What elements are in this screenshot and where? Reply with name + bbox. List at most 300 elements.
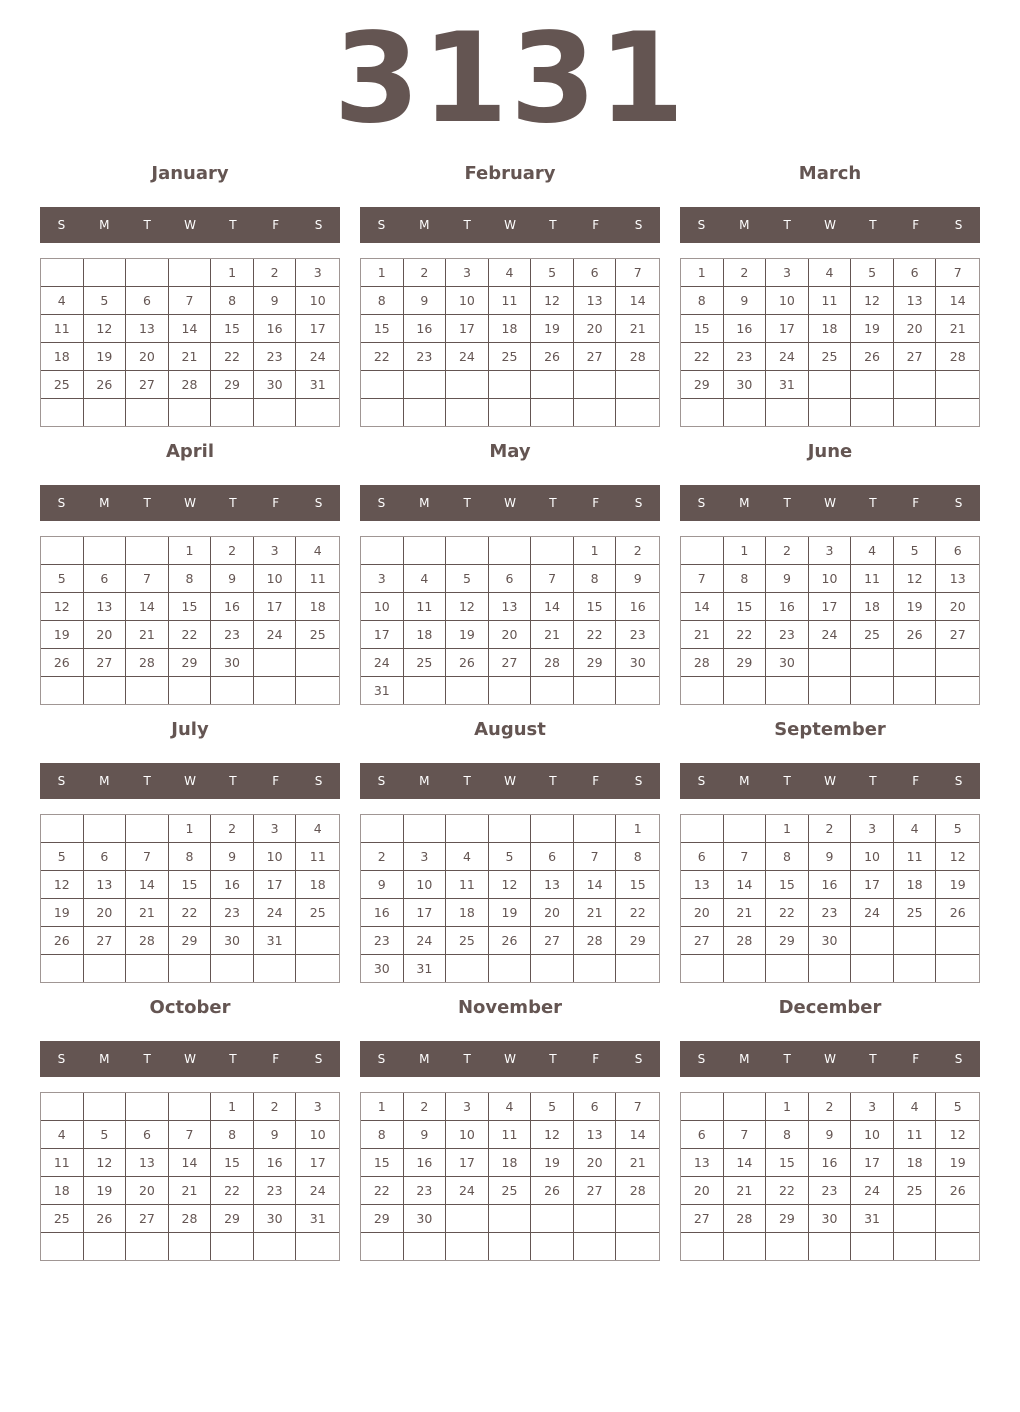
weekday-label: M	[739, 496, 750, 510]
day-grid	[360, 814, 660, 983]
day-cell: 23	[254, 343, 297, 371]
day-cell: 14	[169, 1149, 212, 1177]
day-cell: 22	[724, 621, 767, 649]
day-cell: 26	[851, 343, 894, 371]
day-cell: 7	[531, 565, 574, 593]
day-cell	[616, 955, 659, 982]
day-cell	[489, 1233, 532, 1260]
day-cell: 5	[41, 565, 84, 593]
day-cell	[936, 955, 979, 982]
day-cell	[574, 955, 617, 982]
day-cell: 4	[41, 287, 84, 315]
day-cell: 4	[296, 815, 339, 843]
day-grid	[40, 536, 340, 705]
day-cell: 18	[489, 1149, 532, 1177]
day-cell: 24	[446, 1177, 489, 1205]
weekday-label: F	[592, 218, 600, 232]
day-cell	[489, 677, 532, 704]
day-cell	[851, 649, 894, 677]
day-cell: 16	[254, 315, 297, 343]
day-cell: 27	[681, 927, 724, 955]
day-cell: 24	[851, 1177, 894, 1205]
weekday-label: T	[143, 774, 151, 788]
day-cell: 18	[894, 871, 937, 899]
day-cell: 19	[446, 621, 489, 649]
day-cell	[41, 259, 84, 287]
day-cell: 31	[296, 1205, 339, 1233]
day-cell: 8	[361, 287, 404, 315]
day-cell: 13	[126, 1149, 169, 1177]
weekday-label: S	[314, 496, 323, 510]
day-cell: 27	[84, 649, 127, 677]
weekday-label: F	[272, 1052, 280, 1066]
weekday-label: S	[314, 1052, 323, 1066]
day-cell: 17	[766, 315, 809, 343]
day-cell: 25	[809, 343, 852, 371]
day-cell: 29	[211, 371, 254, 399]
weekday-label: M	[419, 1052, 430, 1066]
weekday-header-bar	[40, 1041, 340, 1077]
day-cell	[809, 1233, 852, 1260]
day-grid	[680, 1092, 980, 1261]
day-cell: 15	[169, 593, 212, 621]
day-cell	[84, 677, 127, 704]
day-cell: 28	[169, 1205, 212, 1233]
weekday-label: T	[549, 1052, 557, 1066]
day-cell: 17	[361, 621, 404, 649]
month-name: December	[778, 997, 882, 1018]
day-cell: 17	[254, 593, 297, 621]
weekday-label: S	[314, 774, 323, 788]
day-cell: 2	[616, 537, 659, 565]
day-cell: 22	[766, 1177, 809, 1205]
day-cell: 7	[936, 259, 979, 287]
weekday-header-bar	[360, 1041, 660, 1077]
day-cell	[724, 1093, 767, 1121]
day-cell: 20	[681, 1177, 724, 1205]
day-cell: 5	[84, 1121, 127, 1149]
day-cell: 10	[254, 565, 297, 593]
weekday-header-bar	[40, 485, 340, 521]
day-cell: 16	[211, 593, 254, 621]
day-cell: 7	[126, 843, 169, 871]
day-cell: 28	[936, 343, 979, 371]
day-cell	[41, 1233, 84, 1260]
day-cell: 14	[126, 871, 169, 899]
day-cell: 17	[851, 871, 894, 899]
day-cell: 28	[616, 1177, 659, 1205]
day-cell: 22	[681, 343, 724, 371]
day-cell	[681, 1093, 724, 1121]
day-cell: 29	[211, 1205, 254, 1233]
day-cell: 15	[766, 1149, 809, 1177]
day-cell: 10	[254, 843, 297, 871]
weekday-label: S	[954, 774, 963, 788]
day-cell: 8	[766, 1121, 809, 1149]
day-cell: 1	[681, 259, 724, 287]
weekday-label: T	[869, 496, 877, 510]
weekday-label: W	[824, 1052, 836, 1066]
day-cell: 20	[84, 621, 127, 649]
day-cell: 28	[126, 649, 169, 677]
day-cell: 16	[404, 1149, 447, 1177]
day-cell	[681, 815, 724, 843]
day-cell: 5	[894, 537, 937, 565]
day-cell	[361, 399, 404, 426]
day-cell: 30	[766, 649, 809, 677]
day-cell	[211, 1233, 254, 1260]
day-cell: 27	[84, 927, 127, 955]
day-cell: 25	[296, 899, 339, 927]
day-cell: 19	[41, 621, 84, 649]
day-cell	[936, 1205, 979, 1233]
weekday-label: S	[377, 218, 386, 232]
day-cell: 8	[574, 565, 617, 593]
day-cell	[809, 649, 852, 677]
day-cell: 15	[574, 593, 617, 621]
day-cell: 13	[574, 287, 617, 315]
day-cell: 18	[446, 899, 489, 927]
weekday-label: S	[697, 1052, 706, 1066]
day-cell	[616, 1233, 659, 1260]
day-cell: 26	[84, 371, 127, 399]
day-cell: 13	[84, 871, 127, 899]
day-cell: 5	[84, 287, 127, 315]
day-cell: 19	[936, 871, 979, 899]
day-grid	[40, 814, 340, 983]
day-cell: 11	[489, 287, 532, 315]
day-cell	[531, 537, 574, 565]
weekday-label: W	[824, 496, 836, 510]
day-cell: 20	[574, 315, 617, 343]
day-cell: 24	[766, 343, 809, 371]
day-cell: 1	[724, 537, 767, 565]
day-cell: 25	[894, 1177, 937, 1205]
day-cell: 30	[361, 955, 404, 982]
day-cell	[296, 955, 339, 982]
day-cell: 13	[894, 287, 937, 315]
day-cell: 29	[681, 371, 724, 399]
day-cell	[531, 677, 574, 704]
day-cell: 3	[404, 843, 447, 871]
day-cell	[681, 1233, 724, 1260]
weekday-label: W	[184, 774, 196, 788]
day-cell: 28	[126, 927, 169, 955]
weekday-label: M	[99, 218, 110, 232]
day-cell: 22	[211, 343, 254, 371]
day-cell: 20	[681, 899, 724, 927]
day-cell: 15	[361, 315, 404, 343]
day-cell: 10	[446, 287, 489, 315]
day-cell: 11	[41, 315, 84, 343]
day-cell	[126, 955, 169, 982]
day-cell: 19	[489, 899, 532, 927]
day-cell: 9	[766, 565, 809, 593]
weekday-label: S	[57, 496, 66, 510]
day-cell: 5	[41, 843, 84, 871]
day-cell	[766, 399, 809, 426]
day-cell	[446, 1233, 489, 1260]
day-cell: 3	[766, 259, 809, 287]
day-cell	[361, 1233, 404, 1260]
month-name: May	[489, 441, 531, 462]
day-cell: 22	[361, 1177, 404, 1205]
weekday-label: F	[272, 774, 280, 788]
day-cell: 23	[361, 927, 404, 955]
day-cell: 26	[936, 899, 979, 927]
day-cell	[724, 815, 767, 843]
weekday-label: F	[272, 218, 280, 232]
weekday-label: F	[272, 496, 280, 510]
weekday-header-bar	[360, 207, 660, 243]
day-cell: 2	[254, 259, 297, 287]
day-cell: 2	[809, 1093, 852, 1121]
day-cell	[531, 1233, 574, 1260]
day-cell	[681, 399, 724, 426]
day-cell: 15	[681, 315, 724, 343]
day-cell: 10	[296, 1121, 339, 1149]
day-cell: 12	[489, 871, 532, 899]
day-cell: 30	[809, 927, 852, 955]
day-cell	[766, 1233, 809, 1260]
day-cell: 24	[809, 621, 852, 649]
day-cell	[254, 955, 297, 982]
weekday-header-bar	[40, 763, 340, 799]
month-name: March	[798, 163, 862, 184]
weekday-header-bar	[680, 763, 980, 799]
month-name: January	[151, 163, 229, 184]
day-cell: 31	[851, 1205, 894, 1233]
day-cell: 28	[169, 371, 212, 399]
day-cell: 12	[41, 871, 84, 899]
day-cell: 4	[404, 565, 447, 593]
day-cell: 5	[531, 1093, 574, 1121]
weekday-header-bar	[680, 207, 980, 243]
day-cell: 1	[361, 259, 404, 287]
weekday-label: T	[463, 218, 471, 232]
day-cell: 4	[894, 815, 937, 843]
day-cell: 31	[404, 955, 447, 982]
day-cell	[126, 677, 169, 704]
day-cell	[126, 399, 169, 426]
day-cell	[296, 677, 339, 704]
weekday-header-bar	[680, 485, 980, 521]
day-cell: 31	[254, 927, 297, 955]
day-cell: 9	[616, 565, 659, 593]
month-name: June	[807, 441, 853, 462]
day-cell: 21	[681, 621, 724, 649]
day-cell	[169, 1093, 212, 1121]
day-cell	[894, 1233, 937, 1260]
weekday-label: S	[314, 218, 323, 232]
day-cell: 20	[489, 621, 532, 649]
day-cell	[446, 815, 489, 843]
weekday-label: M	[99, 496, 110, 510]
weekday-label: W	[184, 1052, 196, 1066]
day-cell: 4	[489, 1093, 532, 1121]
weekday-header-bar	[360, 763, 660, 799]
day-cell: 24	[254, 621, 297, 649]
day-cell	[936, 399, 979, 426]
day-cell: 13	[574, 1121, 617, 1149]
day-cell: 11	[894, 843, 937, 871]
day-cell: 6	[574, 1093, 617, 1121]
day-cell	[531, 371, 574, 399]
weekday-label: M	[419, 496, 430, 510]
weekday-label: T	[463, 1052, 471, 1066]
day-cell: 26	[489, 927, 532, 955]
day-cell: 22	[211, 1177, 254, 1205]
day-cell: 10	[851, 1121, 894, 1149]
day-cell	[254, 649, 297, 677]
weekday-label: F	[912, 496, 920, 510]
day-cell: 24	[254, 899, 297, 927]
day-cell: 2	[361, 843, 404, 871]
day-cell	[851, 1233, 894, 1260]
day-cell: 6	[681, 843, 724, 871]
day-cell	[126, 1093, 169, 1121]
day-cell: 18	[404, 621, 447, 649]
day-cell: 20	[126, 1177, 169, 1205]
weekday-label: T	[549, 496, 557, 510]
day-cell: 24	[446, 343, 489, 371]
day-cell: 11	[296, 565, 339, 593]
day-cell	[766, 955, 809, 982]
weekday-label: T	[869, 1052, 877, 1066]
day-cell	[936, 371, 979, 399]
weekday-label: T	[229, 218, 237, 232]
day-cell: 22	[361, 343, 404, 371]
month-name: February	[464, 163, 556, 184]
day-cell: 31	[361, 677, 404, 704]
weekday-label: S	[697, 774, 706, 788]
day-cell: 23	[766, 621, 809, 649]
weekday-label: T	[463, 496, 471, 510]
day-cell: 2	[766, 537, 809, 565]
weekday-label: S	[954, 1052, 963, 1066]
day-cell: 26	[446, 649, 489, 677]
day-cell: 25	[446, 927, 489, 955]
month-name: August	[474, 719, 546, 740]
day-cell	[894, 927, 937, 955]
day-cell: 6	[84, 565, 127, 593]
day-cell: 25	[489, 1177, 532, 1205]
day-cell: 23	[724, 343, 767, 371]
day-cell: 23	[809, 899, 852, 927]
day-cell: 11	[296, 843, 339, 871]
day-cell	[296, 927, 339, 955]
day-cell: 26	[84, 1205, 127, 1233]
day-grid	[680, 814, 980, 983]
day-cell	[169, 955, 212, 982]
day-cell: 8	[169, 565, 212, 593]
weekday-label: T	[869, 218, 877, 232]
day-cell: 1	[361, 1093, 404, 1121]
weekday-label: T	[783, 496, 791, 510]
day-cell: 16	[361, 899, 404, 927]
day-cell	[894, 677, 937, 704]
day-cell: 12	[84, 1149, 127, 1177]
day-cell	[851, 677, 894, 704]
day-cell: 2	[254, 1093, 297, 1121]
day-cell: 6	[574, 259, 617, 287]
weekday-label: S	[954, 218, 963, 232]
day-cell: 30	[211, 927, 254, 955]
day-cell: 1	[766, 1093, 809, 1121]
day-cell	[404, 371, 447, 399]
day-cell: 18	[296, 593, 339, 621]
day-cell: 7	[616, 259, 659, 287]
day-cell: 25	[894, 899, 937, 927]
day-cell	[616, 371, 659, 399]
day-cell	[809, 399, 852, 426]
day-cell: 26	[41, 649, 84, 677]
day-cell: 11	[489, 1121, 532, 1149]
day-cell: 21	[169, 343, 212, 371]
day-cell: 8	[681, 287, 724, 315]
day-cell: 20	[531, 899, 574, 927]
day-cell	[489, 371, 532, 399]
day-cell: 17	[851, 1149, 894, 1177]
day-cell: 23	[616, 621, 659, 649]
day-cell: 21	[126, 621, 169, 649]
day-cell: 27	[531, 927, 574, 955]
day-cell: 9	[404, 1121, 447, 1149]
day-cell: 4	[446, 843, 489, 871]
weekday-label: T	[869, 774, 877, 788]
day-cell: 23	[254, 1177, 297, 1205]
day-cell: 17	[404, 899, 447, 927]
day-cell: 24	[851, 899, 894, 927]
day-cell	[254, 677, 297, 704]
day-cell: 27	[574, 343, 617, 371]
day-cell: 28	[724, 927, 767, 955]
day-cell: 18	[894, 1149, 937, 1177]
day-cell: 10	[851, 843, 894, 871]
day-cell: 20	[126, 343, 169, 371]
weekday-label: S	[954, 496, 963, 510]
day-cell	[766, 677, 809, 704]
day-cell: 3	[361, 565, 404, 593]
day-cell: 15	[361, 1149, 404, 1177]
day-cell: 4	[851, 537, 894, 565]
day-cell: 11	[851, 565, 894, 593]
day-cell	[681, 955, 724, 982]
weekday-label: S	[634, 774, 643, 788]
day-cell: 18	[296, 871, 339, 899]
day-cell: 23	[211, 899, 254, 927]
day-cell: 16	[254, 1149, 297, 1177]
day-cell	[404, 677, 447, 704]
day-cell: 29	[766, 927, 809, 955]
day-cell: 11	[809, 287, 852, 315]
day-cell	[724, 955, 767, 982]
day-cell: 12	[84, 315, 127, 343]
day-cell	[126, 815, 169, 843]
day-cell	[84, 1093, 127, 1121]
day-cell: 3	[254, 815, 297, 843]
day-cell	[446, 371, 489, 399]
day-cell: 6	[894, 259, 937, 287]
day-cell: 31	[766, 371, 809, 399]
day-cell	[489, 955, 532, 982]
day-cell	[574, 371, 617, 399]
day-cell	[574, 815, 617, 843]
weekday-label: W	[824, 774, 836, 788]
day-cell: 6	[126, 1121, 169, 1149]
day-cell: 1	[616, 815, 659, 843]
day-cell	[41, 955, 84, 982]
